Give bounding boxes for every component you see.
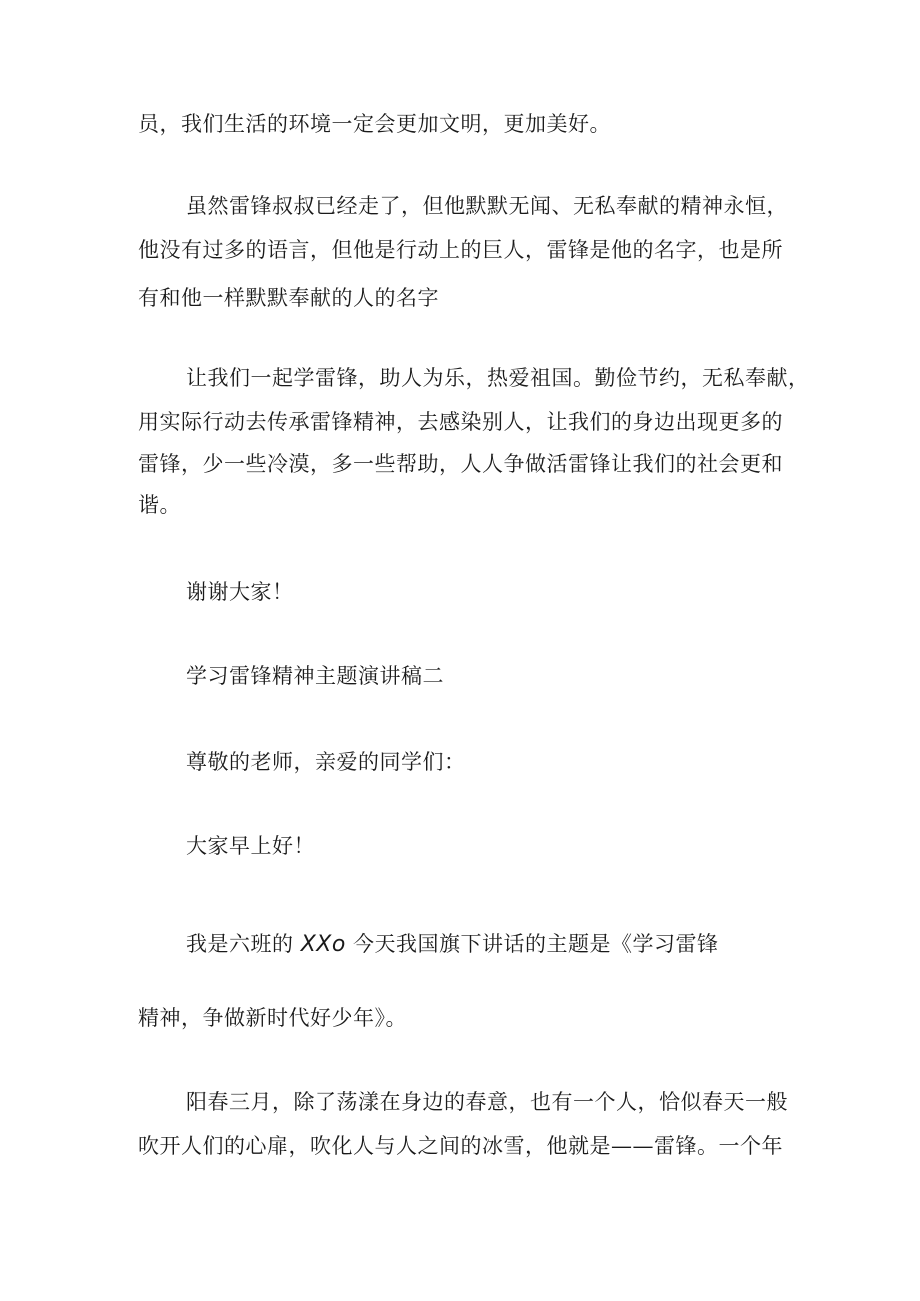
paragraph-3-line-3: 雷锋，少一些冷漠，多一些帮助，人人争做活雷锋让我们的社会更和 bbox=[138, 452, 783, 476]
paragraph-3-line-4: 谐。 bbox=[138, 493, 181, 517]
salutation-line: 尊敬的老师，亲爱的同学们： bbox=[186, 750, 466, 774]
section-title: 学习雷锋精神主题演讲稿二 bbox=[186, 664, 444, 688]
thanks-line: 谢谢大家！ bbox=[186, 580, 294, 604]
paragraph-4-line-2: 精神，争做新时代好少年》。 bbox=[138, 1006, 407, 1030]
paragraph-3-line-1: 让我们一起学雷锋，助人为乐，热爱祖国。勤俭节约，无私奉献， bbox=[186, 366, 810, 390]
intro-text: 我是六班的 bbox=[186, 932, 301, 956]
paragraph-5-line-1: 阳春三月，除了荡漾在身边的春意，也有一个人，恰似春天一般 bbox=[186, 1090, 788, 1114]
greeting-line: 大家早上好！ bbox=[186, 834, 315, 858]
topic-text: 今天我国旗下讲话的主题是《学习雷锋 bbox=[345, 932, 719, 956]
paragraph-2-line-1: 虽然雷锋叔叔已经走了，但他默默无闻、无私奉献的精神永恒， bbox=[186, 194, 788, 218]
paragraph-2-line-2: 他没有过多的语言，但他是行动上的巨人，雷锋是他的名字，也是所 bbox=[138, 238, 783, 262]
speaker-name: XXo bbox=[300, 932, 346, 957]
paragraph-5-line-2: 吹开人们的心扉，吹化人与人之间的冰雪，他就是——雷锋。一个年 bbox=[138, 1134, 783, 1158]
paragraph-4-line-1 bbox=[186, 930, 718, 959]
paragraph-2-line-3: 有和他一样默默奉献的人的名字 bbox=[138, 286, 439, 310]
paragraph-1-line-1: 员，我们生活的环境一定会更加文明，更加美好。 bbox=[138, 112, 611, 136]
paragraph-3-line-2: 用实际行动去传承雷锋精神，去感染别人，让我们的身边出现更多的 bbox=[138, 410, 783, 434]
